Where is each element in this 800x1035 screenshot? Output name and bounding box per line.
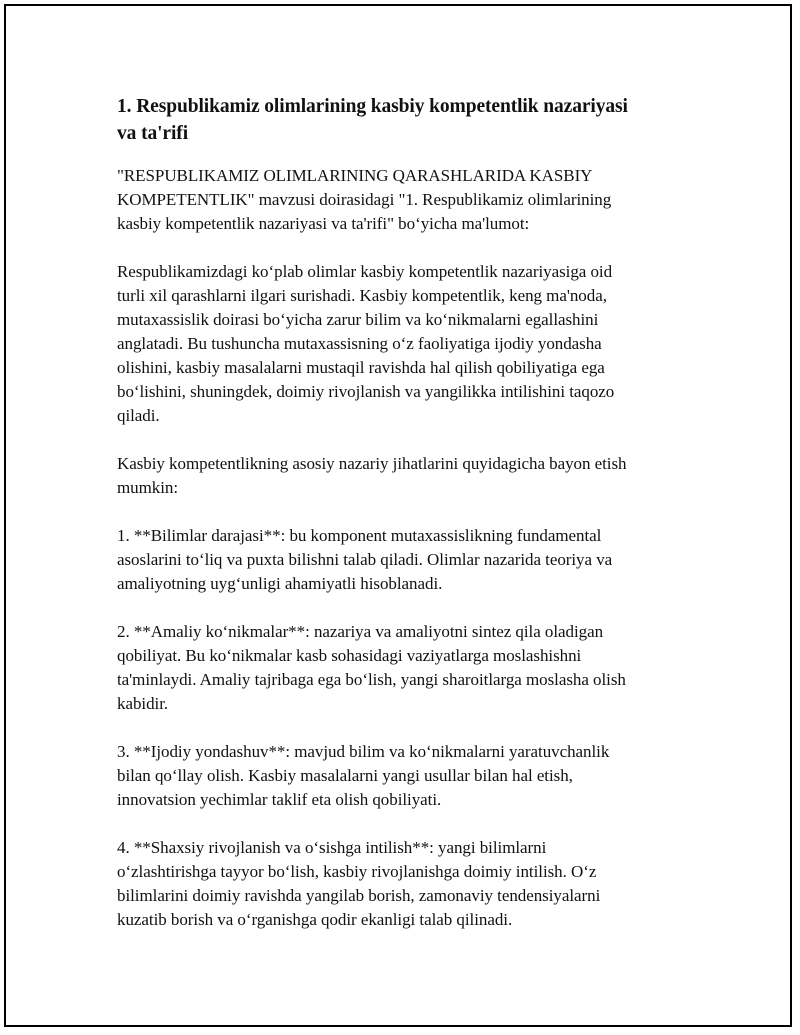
paragraph-line: kabidir. (117, 694, 169, 713)
paragraph-line: bilan qo‘llay olish. Kasbiy masalalarni yangi usullar bilan hal etish, (117, 766, 573, 785)
paragraph-line: innovatsion yechimlar taklif eta olish qobiliyati. (117, 790, 442, 809)
paragraph-line: olishini, kasbiy masalalarni mustaqil ravishda hal qilish qobiliyatiga ega (117, 358, 605, 377)
paragraph-line: bilimlarini doimiy ravishda yangilab borish, zamonaviy tendensiyalarni (117, 886, 601, 905)
paragraph-line: KOMPETENTLIK" mavzusi doirasidagi "1. Respublikamiz olimlarining (117, 190, 612, 209)
list-item-1 (117, 524, 687, 596)
document-body (117, 93, 687, 956)
list-item-4 (117, 836, 687, 932)
aspects-intro-paragraph (117, 452, 687, 500)
paragraph-line: 2. **Amaliy ko‘nikmalar**: nazariya va amaliyotni sintez qila oladigan (117, 622, 604, 641)
definition-paragraph (117, 260, 687, 428)
intro-paragraph (117, 164, 687, 236)
paragraph-line: o‘zlashtirishga tayyor bo‘lish, kasbiy rivojlanishga doimiy intilish. O‘z (117, 862, 597, 881)
paragraph-line: ta'minlaydi. Amaliy tajribaga ega bo‘lish, yangi sharoitlarga moslasha olish (117, 670, 626, 689)
paragraph-line: bo‘lishini, shuningdek, doimiy rivojlanish va yangilikka intilishini taqozo (117, 382, 615, 401)
paragraph-line: 4. **Shaxsiy rivojlanish va o‘sishga intilish**: yangi bilimlarni (117, 838, 547, 857)
paragraph-line: qobiliyat. Bu ko‘nikmalar kasb sohasidagi vaziyatlarga moslashishni (117, 646, 582, 665)
paragraph-line: turli xil qarashlarni ilgari surishadi. Kasbiy kompetentlik, keng ma'noda, (117, 286, 607, 305)
paragraph-line: kasbiy kompetentlik nazariyasi va ta'rifi" bo‘yicha ma'lumot: (117, 214, 530, 233)
paragraph-line: 3. **Ijodiy yondashuv**: mavjud bilim va ko‘nikmalarni yaratuvchanlik (117, 742, 610, 761)
paragraph-line: amaliyotning uyg‘unligi ahamiyatli hisoblanadi. (117, 574, 443, 593)
paragraph-line: 1. **Bilimlar darajasi**: bu komponent mutaxassislikning fundamental (117, 526, 602, 545)
paragraph-line: mumkin: (117, 478, 179, 497)
paragraph-line: kuzatib borish va o‘rganishga qodir ekanligi talab qilinadi. (117, 910, 513, 929)
document-heading (117, 93, 687, 147)
list-item-2 (117, 620, 687, 716)
paragraph-line: Respublikamizdagi ko‘plab olimlar kasbiy kompetentlik nazariyasiga oid (117, 262, 613, 281)
list-item-3 (117, 740, 687, 812)
paragraph-line: anglatadi. Bu tushuncha mutaxassisning o‘z faoliyatiga ijodiy yondasha (117, 334, 602, 353)
paragraph-line: Kasbiy kompetentlikning asosiy nazariy jihatlarini quyidagicha bayon etish (117, 454, 627, 473)
paragraph-line: "RESPUBLIKAMIZ OLIMLARINING QARASHLARIDA KASBIY (117, 166, 593, 185)
paragraph-line: asoslarini to‘liq va puxta bilishni talab qiladi. Olimlar nazarida teoriya va (117, 550, 613, 569)
heading-line: 1. Respublikamiz olimlarining kasbiy kompetentlik nazariyasi (117, 96, 628, 117)
paragraph-line: qiladi. (117, 406, 160, 425)
paragraph-line: mutaxassislik doirasi bo‘yicha zarur bilim va ko‘nikmalarni egallashini (117, 310, 599, 329)
heading-line: va ta'rifi (117, 123, 189, 144)
